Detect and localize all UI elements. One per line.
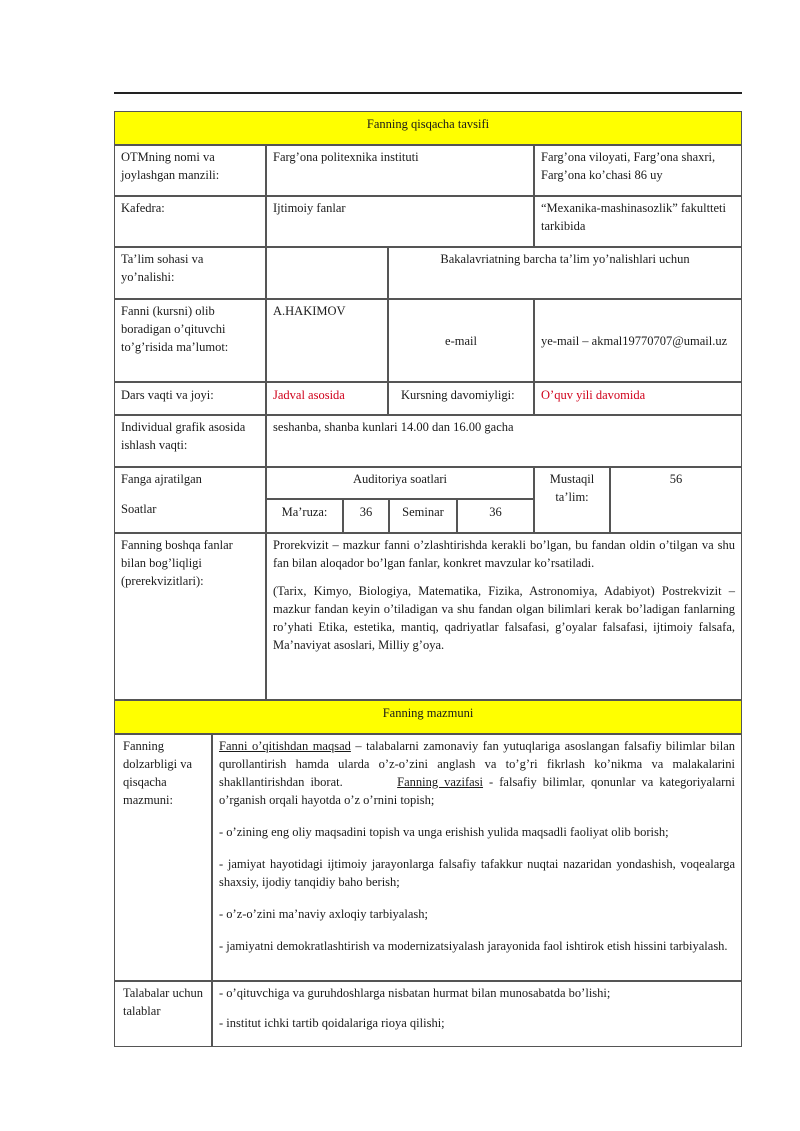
teacher-email-label-text: e-mail <box>445 334 477 348</box>
vazifa-title: Fanning vazifasi <box>397 775 484 789</box>
hours-label <box>114 467 266 533</box>
mazmun-content <box>212 734 742 981</box>
mustaqil-label: Mustaqil ta’lim: <box>534 467 610 533</box>
mazmun-item-4: - jamiyatni demokratlashtirish va modernizatsiyalash jarayonida faol ishtirok etish hissini tarbiyalash. <box>219 939 728 953</box>
duration-label: Kursning davomiyligi: <box>388 382 534 415</box>
section-header-content-text: Fanning mazmuni <box>382 706 474 720</box>
talablar-item-1: - o’qituvchiga va guruhdoshlarga nisbatan hurmat bilan munosabatda bo’lishi; <box>219 986 611 1000</box>
seminar-label: Seminar <box>389 499 457 533</box>
talablar-item-2: - institut ichki tartib qoidalariga rioya qilishi; <box>219 1016 445 1030</box>
maqsad-title: Fanni o’qitishdan maqsad <box>219 739 351 753</box>
talablar-label: Talabalar uchun talablar <box>114 981 212 1047</box>
mazmun-item-3: - o’z-o’zini ma’naviy axloqiy tarbiyalash; <box>219 907 428 921</box>
dars-value: Jadval asosida <box>266 382 388 415</box>
prereq-paragraph-1: Prorekvizit – mazkur fanni o’zlashtirishda kerakli bo’lgan, bu fandan oldin o’tilgan va shu fan bilan aloqador bo’lgan fanlar, konkret mavzular ko’rsatiladi. <box>273 538 735 570</box>
talim-empty <box>266 247 388 299</box>
mustaqil-value: 56 <box>610 467 742 533</box>
vazifa-text: - falsafiy bilimlar, qonunlar va kategoriyalarni o’rganish orqali hayotda o’z o’rnini topish; <box>219 775 736 807</box>
duration-value: O’quv yili davomida <box>534 382 742 415</box>
talim-value: Bakalavriatning barcha ta’lim yo’nalishlari uchun <box>388 247 742 299</box>
section-header-content <box>114 700 742 734</box>
mazmun-item-1: - o’zining eng oliy maqsadini topish va unga erishish yulida maqsadli faoliyat olib borish; <box>219 825 669 839</box>
maruza-label: Ma’ruza: <box>266 499 343 533</box>
mazmun-item-2: - jamiyat hayotidagi ijtimoiy jarayonlarga falsafiy tafakkur nuqtai nazaridan yondashish, voqealarga shaxsiy, ijodiy tanqidiy baho berish; <box>219 857 735 889</box>
hours-label-top: Fanga ajratilgan <box>121 472 202 486</box>
maruza-value: 36 <box>343 499 389 533</box>
talablar-content <box>212 981 742 1047</box>
talim-label: Ta’lim sohasi va yo’nalishi: <box>114 247 266 299</box>
teacher-email-value <box>534 299 742 382</box>
auditoriya-header: Auditoriya soatlari <box>266 467 534 499</box>
individual-label: Individual grafik asosida ishlash vaqti: <box>114 415 266 467</box>
prereq-content <box>266 533 742 700</box>
maqsad-text: – talabalarni zamonaviy fan yutuqlariga asoslangan falsafiy bilimlar bilan qurollantirish hamda ularda o’z-o’zini anglash va to’g’ri fikrlash ko’nikma va malakalarini shakllantirishdan iborat. <box>219 739 736 789</box>
section-header-description-text: Fanning qisqacha tavsifi <box>366 117 490 131</box>
prereq-paragraph-2: (Tarix, Kimyo, Biologiya, Matematika, Fizika, Astronomiya, Adabiyot) Postrekvizit – mazkur fandan keyin o’tiladigan va shu fandan olgan bilimlari kerak bo’ladigan fanlarning ro’yhati Etika, estetika, mantiq, qadriyatlar falsafasi, g’oyalar falsafasi, ijtimoiy falsafa, Ma’naviyat asoslari, Milliy g’oya. <box>273 584 735 652</box>
mazmun-label: Fanning dolzarbligi va qisqacha mazmuni: <box>114 734 212 981</box>
kafedra-faculty: “Mexanika-mashinasozlik” fakultteti tarkibida <box>534 196 742 247</box>
hours-label-bottom: Soatlar <box>121 502 157 516</box>
prereq-label: Fanning boshqa fanlar bilan bog’liqligi (prerekvizitlari): <box>114 533 266 700</box>
individual-value: seshanba, shanba kunlari 14.00 dan 16.00 gacha <box>266 415 742 467</box>
otm-name: Farg’ona politexnika instituti <box>266 145 534 196</box>
otm-address: Farg’ona viloyati, Farg’ona shaxri, Farg’ona ko’chasi 86 uy <box>534 145 742 196</box>
teacher-email-link[interactable]: ye-mail – akmal19770707@umail.uz <box>541 334 728 348</box>
seminar-value: 36 <box>457 499 534 533</box>
kafedra-value: Ijtimoiy fanlar <box>266 196 534 247</box>
teacher-label: Fanni (kursni) olib boradigan o’qituvchi to’g’risida ma’lumot: <box>114 299 266 382</box>
mazmun-goal-paragraph <box>219 737 735 809</box>
otm-label: OTMning nomi va joylashgan manzili: <box>114 145 266 196</box>
teacher-email-label <box>388 299 534 382</box>
dars-label: Dars vaqti va joyi: <box>114 382 266 415</box>
kafedra-label: Kafedra: <box>114 196 266 247</box>
teacher-name: A.HAKIMOV <box>266 299 388 382</box>
section-header-description <box>114 111 742 145</box>
top-rule <box>114 92 742 94</box>
